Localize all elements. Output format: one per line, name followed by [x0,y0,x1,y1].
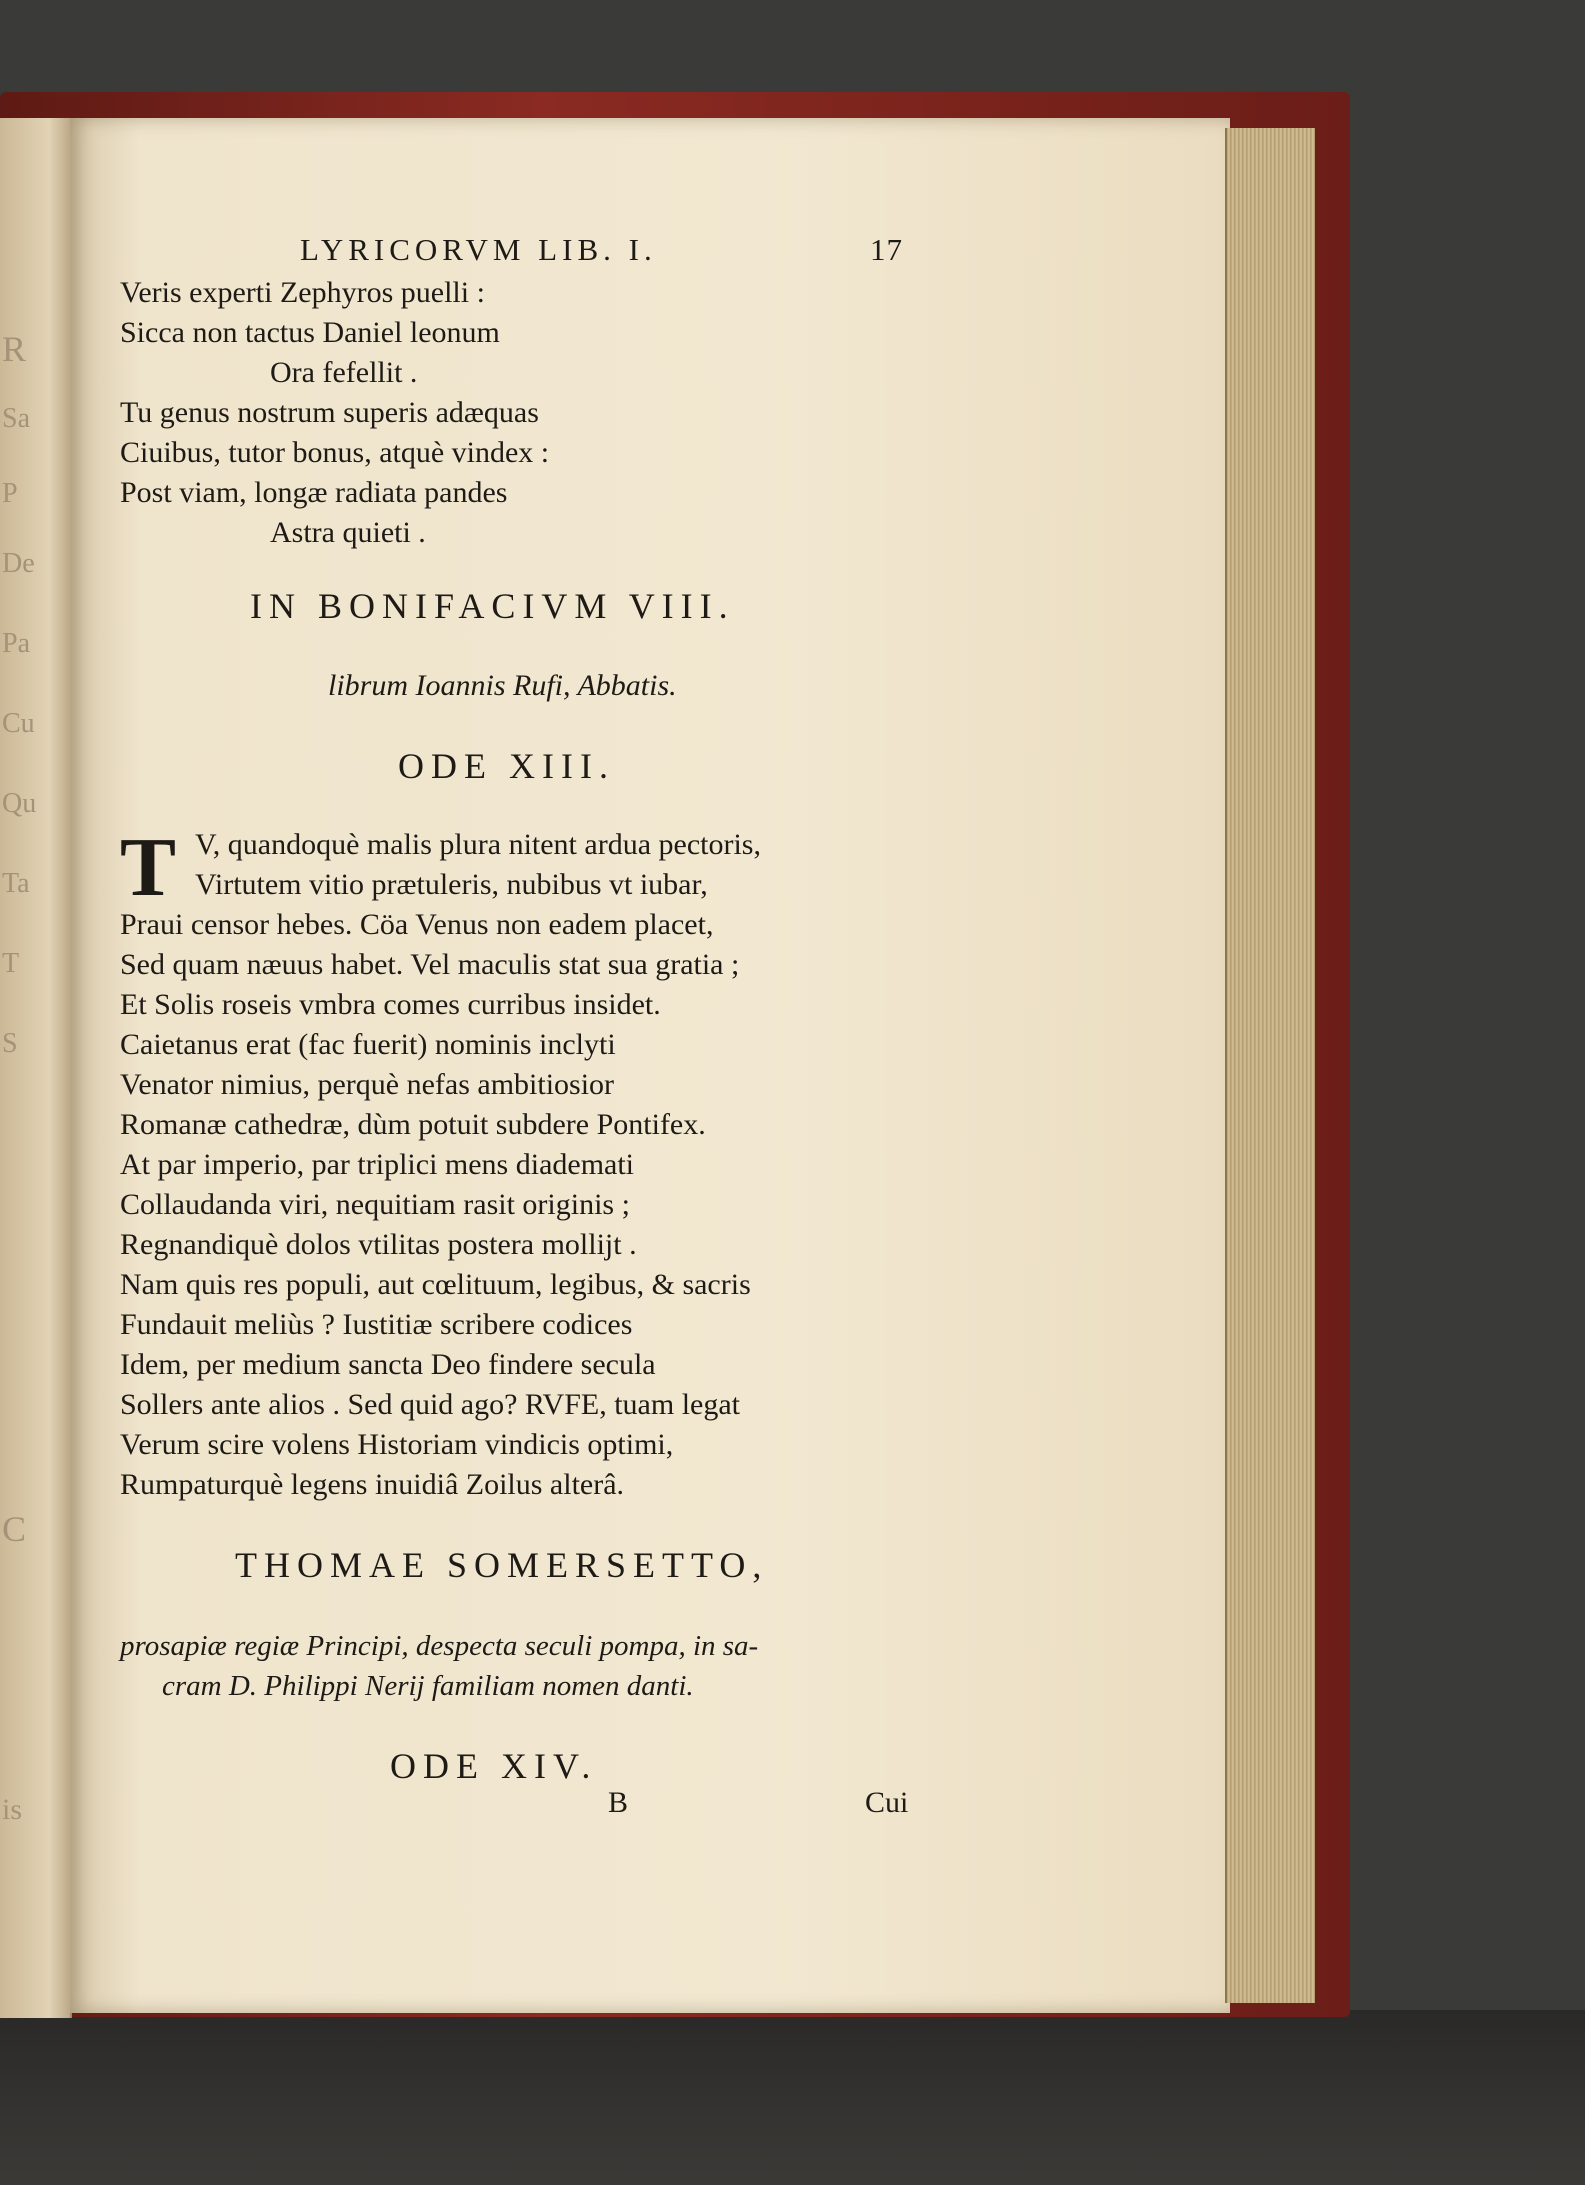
ode-subtitle: cram D. Philippi Nerij familiam nomen danti. [162,1670,694,1702]
left-fragment: is [2,1793,23,1826]
verse-line: V, quandoquè malis plura nitent ardua pectoris, [195,828,761,861]
verse-line: Veris experti Zephyros puelli : [120,276,485,309]
left-fragment: R [2,329,27,369]
verse-line: Ciuibus, tutor bonus, atquè vindex : [120,436,550,469]
verse-line: Romanæ cathedræ, dùm potuit subdere Pontifex. [120,1108,706,1141]
ode-subtitle: prosapiæ regiæ Principi, despecta seculi pompa, in sa- [120,1630,759,1662]
verse-line: Sed quam næuus habet. Vel maculis stat sua gratia ; [120,948,740,981]
verse-line: Sicca non tactus Daniel leonum [120,316,500,349]
verse-line: Virtutem vitio prætuleris, nubibus vt iubar, [195,868,708,901]
ode-label: ODE XIV. [390,1746,598,1786]
verse-line: Rumpaturquè legens inuidiâ Zoilus alterâ. [120,1468,625,1501]
verse-line: Post viam, longæ radiata pandes [120,476,508,509]
verse-line: Idem, per medium sancta Deo findere secula [120,1348,656,1381]
left-fragment: Ta [2,868,30,899]
ode-label: ODE XIII. [398,746,615,786]
ode-title: THOMAE SOMERSETTO, [235,1545,769,1585]
left-fragment: C [2,1509,27,1549]
page-edges [1225,128,1315,2003]
verse-line: Astra quieti . [270,516,426,549]
left-fragment: Qu [2,788,37,819]
verse-line: Venator nimius, perquè nefas ambitiosior [120,1068,615,1101]
catchword: Cui [865,1786,909,1819]
left-fragment: S [2,1028,18,1059]
ode-title: IN BONIFACIVM VIII. [250,586,735,626]
ode-subtitle: librum Ioannis Rufi, Abbatis. [328,669,677,702]
verse-line: Sollers ante alios . Sed quid ago? RVFE, tuam legat [120,1388,740,1421]
signature-mark: B [608,1786,629,1819]
verse-line: Fundauit meliùs ? Iustitiæ scribere codices [120,1308,633,1341]
verse-line: Ora fefellit . [270,356,418,389]
verse-line: Et Solis roseis vmbra comes curribus insidet. [120,988,661,1021]
verse-line: Nam quis res populi, aut cœlituum, legibus, & sacris [120,1268,751,1301]
left-fragment: T [2,948,20,979]
running-title: LYRICORVM LIB. I. [300,232,657,267]
verse-line: At par imperio, par triplici mens diademati [120,1148,635,1181]
background-shadow [0,2010,1585,2185]
left-fragment: P [2,478,18,509]
page-number: 17 [870,232,903,267]
verse-line: Tu genus nostrum superis adæquas [120,396,539,429]
left-fragment: Cu [2,708,35,739]
left-page-edge [0,118,72,2018]
left-fragment: Sa [2,403,30,434]
verse-line: Verum scire volens Historiam vindicis optimi, [120,1428,674,1461]
verse-line: Regnandiquè dolos vtilitas postera mollijt . [120,1228,637,1261]
page-text [70,118,1230,2013]
right-page [70,118,1230,2013]
left-fragment: De [2,548,35,579]
verse-line: Collaudanda viri, nequitiam rasit originis ; [120,1188,630,1221]
left-fragment: Pa [2,628,30,659]
drop-cap: T [120,821,177,914]
verse-line: Caietanus erat (fac fuerit) nominis inclyti [120,1028,616,1061]
verse-line: Praui censor hebes. Cöa Venus non eadem placet, [120,908,714,941]
